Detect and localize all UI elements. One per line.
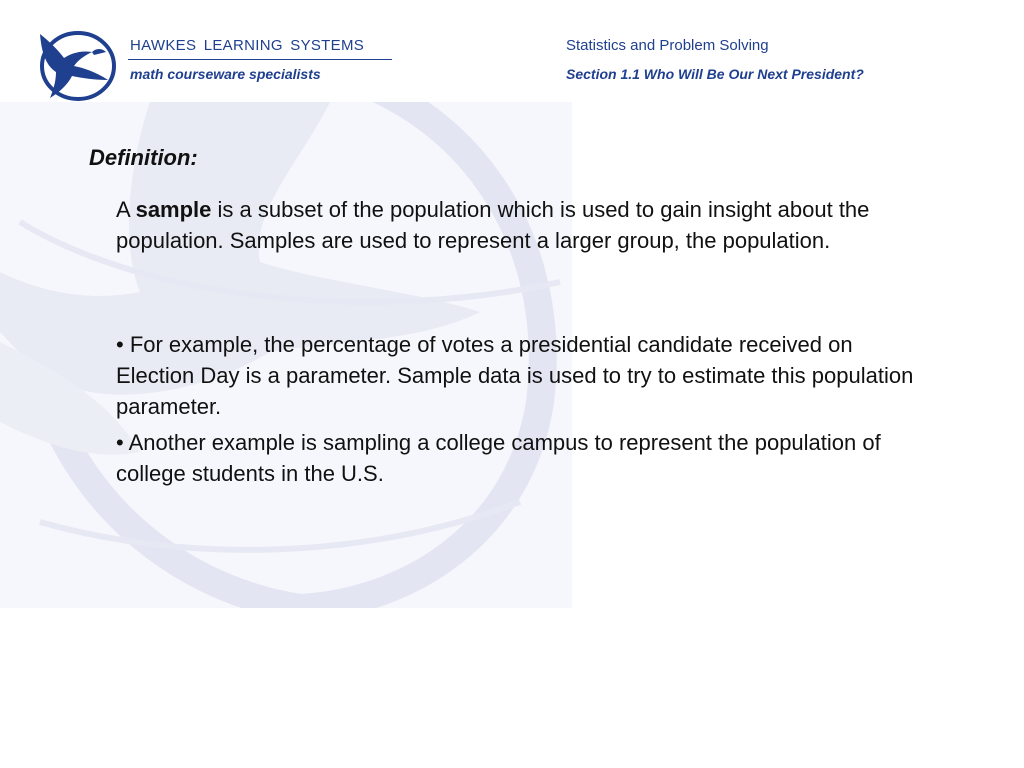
brand-tagline: math courseware specialists	[130, 66, 321, 82]
eagle-globe-icon	[34, 28, 118, 102]
bullet-text: For example, the percentage of votes a presidential candidate received on Election Day is a parameter. Sample data is used to try to estimate this population parameter.	[116, 332, 914, 419]
definition-term: sample	[135, 197, 212, 222]
bullet-text: Another example is sampling a college campus to represent the population of college students in the U.S.	[116, 430, 881, 486]
list-item	[116, 427, 936, 489]
section-title: Section 1.1 Who Will Be Our Next President?	[566, 66, 864, 82]
definition-prefix: A	[116, 197, 136, 222]
brand-name: HAWKES LEARNING SYSTEMS	[130, 37, 365, 54]
definition-heading: Definition:	[89, 145, 198, 170]
bullet-marker: •	[116, 430, 124, 455]
bullet-marker: •	[116, 332, 124, 357]
brand-divider	[128, 59, 392, 60]
list-item	[116, 329, 936, 422]
definition-paragraph	[116, 194, 936, 256]
definition-body: is a subset of the population which is used to gain insight about the population. Samples are used to represent a larger group, the population.	[116, 197, 870, 253]
course-title: Statistics and Problem Solving	[566, 37, 769, 54]
